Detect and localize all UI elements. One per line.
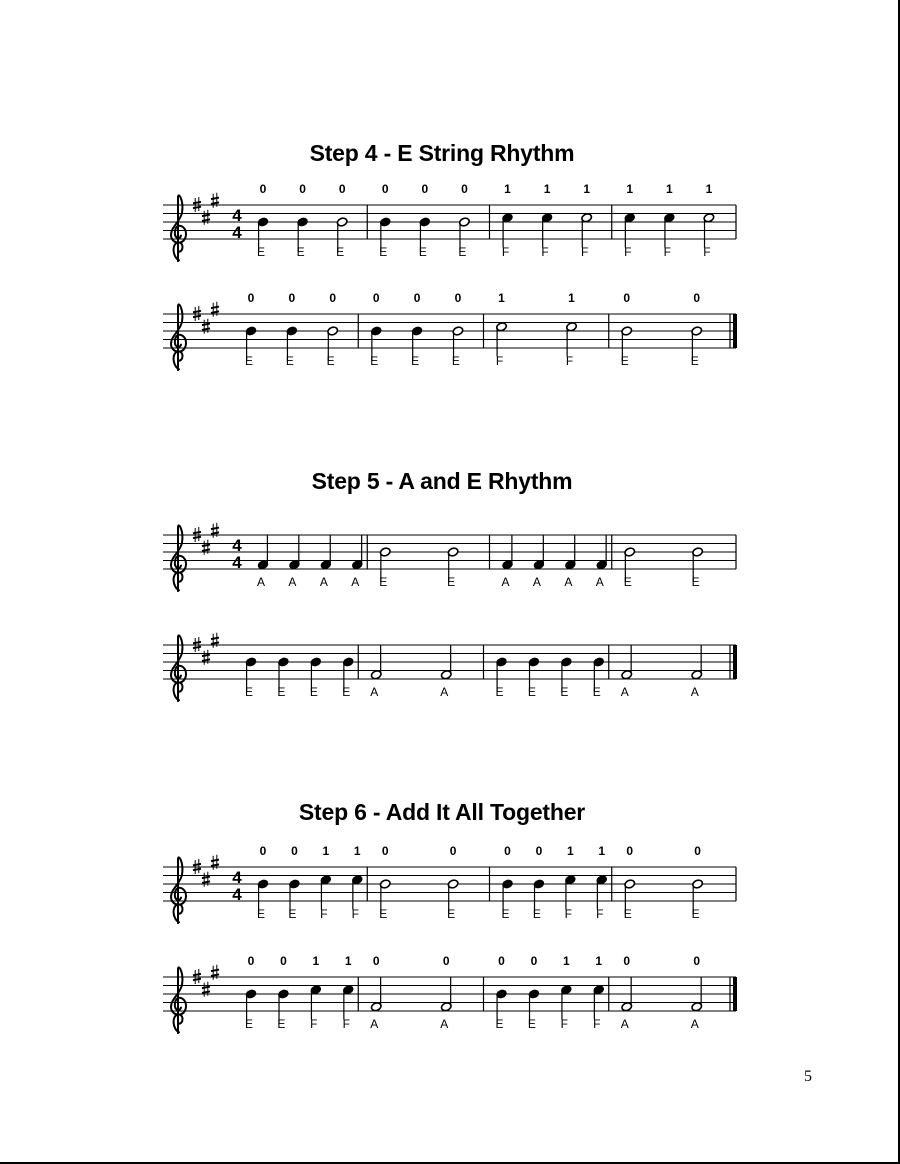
note-name: F xyxy=(564,907,573,921)
note-name: E xyxy=(379,907,388,921)
sharp-bar xyxy=(211,638,219,640)
finger-number: 0 xyxy=(461,182,468,196)
final-barline-thick xyxy=(733,977,737,1011)
note-name: F xyxy=(580,245,589,259)
finger-number: 0 xyxy=(381,182,389,196)
note-name: F xyxy=(541,245,549,259)
sharp-bar xyxy=(193,532,201,534)
finger-number: 0 xyxy=(535,844,543,858)
finger-number: 0 xyxy=(288,291,296,305)
finger-number: 1 xyxy=(543,182,551,196)
finger-number: 0 xyxy=(449,844,457,858)
sharp-bar xyxy=(193,647,201,649)
note-name: E xyxy=(418,245,427,259)
note-name: A xyxy=(370,685,379,699)
finger-number: 0 xyxy=(421,182,429,196)
sharp-bar xyxy=(193,311,201,313)
sharp-bar xyxy=(202,877,210,879)
note-name: E xyxy=(336,245,345,259)
note-name: A xyxy=(595,575,604,589)
finger-number: 0 xyxy=(372,291,380,305)
sharp-bar xyxy=(211,311,219,313)
finger-number: 0 xyxy=(693,291,701,305)
finger-number: 1 xyxy=(504,182,511,196)
finger-number: 0 xyxy=(623,291,631,305)
staff-system xyxy=(163,182,736,261)
note-name: F xyxy=(342,1017,350,1031)
note-name: F xyxy=(703,245,711,259)
note-name: E xyxy=(256,907,266,921)
note-name: E xyxy=(379,245,388,259)
finger-number: 1 xyxy=(583,182,591,196)
note-name: E xyxy=(447,907,456,921)
finger-number: 1 xyxy=(562,954,570,968)
note-name: A xyxy=(501,575,510,589)
step-4-title: Step 4 - E String Rhythm xyxy=(309,140,575,166)
sharp-bar xyxy=(193,864,201,866)
sharp-bar xyxy=(193,869,201,871)
note-name: E xyxy=(620,354,629,368)
note-name: E xyxy=(691,907,700,921)
finger-number: 1 xyxy=(344,954,352,968)
note-name: F xyxy=(310,1017,318,1031)
sharp-bar xyxy=(193,642,201,644)
sharp-bar xyxy=(202,219,210,221)
sharp-bar xyxy=(211,202,219,204)
note-name: F xyxy=(624,245,632,259)
note-name: E xyxy=(527,685,536,699)
note-name: E xyxy=(690,354,699,368)
finger-number: 1 xyxy=(322,844,330,858)
finger-number: 0 xyxy=(247,291,255,305)
finger-number: 0 xyxy=(329,291,337,305)
note-name: E xyxy=(451,354,460,368)
step-6-title: Step 6 - Add It All Together xyxy=(298,799,586,825)
note-name: E xyxy=(527,1017,536,1031)
sharp-bar xyxy=(202,881,210,883)
note-name: E xyxy=(495,685,504,699)
note-name: A xyxy=(288,575,297,589)
note-name: A xyxy=(690,1017,699,1031)
note-name: F xyxy=(501,245,510,259)
sharp-bar xyxy=(193,974,201,976)
time-signature-bottom: 4 xyxy=(232,553,242,572)
finger-number: 1 xyxy=(626,182,634,196)
finger-number: 0 xyxy=(498,954,505,968)
time-signature-top: 4 xyxy=(232,536,242,555)
note-name: E xyxy=(560,685,569,699)
finger-number: 1 xyxy=(595,954,603,968)
note-name: F xyxy=(495,354,504,368)
note-name: E xyxy=(379,575,388,589)
note-name: A xyxy=(564,575,573,589)
note-name: A xyxy=(351,575,360,589)
note-name: E xyxy=(244,1017,254,1031)
note-name: E xyxy=(256,245,266,259)
finger-number: 0 xyxy=(623,954,631,968)
finger-number: 0 xyxy=(299,182,306,196)
staff-system xyxy=(163,954,737,1033)
finger-number: 1 xyxy=(665,182,673,196)
finger-number: 0 xyxy=(372,954,380,968)
note-name: F xyxy=(351,907,359,921)
note-name: E xyxy=(447,575,456,589)
finger-number: 0 xyxy=(259,844,267,858)
finger-number: 0 xyxy=(693,954,701,968)
note-name: E xyxy=(623,907,632,921)
finger-number: 0 xyxy=(530,954,538,968)
note-name: E xyxy=(532,907,541,921)
finger-number: 1 xyxy=(566,844,574,858)
sharp-bar xyxy=(211,528,219,530)
note-name: A xyxy=(690,685,699,699)
finger-number: 0 xyxy=(626,844,634,858)
finger-number: 1 xyxy=(705,182,713,196)
final-barline-thick xyxy=(733,314,737,348)
sharp-bar xyxy=(211,860,219,862)
sharp-bar xyxy=(211,307,219,309)
finger-number: 1 xyxy=(353,844,361,858)
finger-number: 0 xyxy=(291,844,298,858)
sharp-bar xyxy=(211,642,219,644)
finger-number: 1 xyxy=(568,291,575,305)
note-name: E xyxy=(691,575,700,589)
sharp-bar xyxy=(193,202,201,204)
sharp-bar xyxy=(211,532,219,534)
note-name: E xyxy=(288,907,297,921)
finger-number: 1 xyxy=(498,291,505,305)
note-name: E xyxy=(326,354,335,368)
staff-system xyxy=(163,633,737,701)
final-barline-thick xyxy=(733,645,737,679)
note-name: E xyxy=(309,685,318,699)
finger-number: 0 xyxy=(259,182,267,196)
finger-number: 0 xyxy=(338,182,346,196)
sharp-bar xyxy=(202,215,210,217)
note-name: A xyxy=(370,1017,379,1031)
note-name: E xyxy=(623,575,632,589)
note-name: E xyxy=(342,685,351,699)
finger-number: 0 xyxy=(504,844,511,858)
note-name: F xyxy=(560,1017,569,1031)
finger-number: 1 xyxy=(598,844,606,858)
time-signature-top: 4 xyxy=(232,206,242,225)
note-name: F xyxy=(320,907,328,921)
finger-number: 0 xyxy=(413,291,421,305)
staff-system xyxy=(163,523,736,591)
note-name: E xyxy=(244,685,254,699)
note-name: F xyxy=(663,245,672,259)
sharp-bar xyxy=(202,545,210,547)
sharp-bar xyxy=(211,970,219,972)
note-name: A xyxy=(440,685,449,699)
sharp-bar xyxy=(202,324,210,326)
step-5-title: Step 5 - A and E Rhythm xyxy=(311,468,573,494)
finger-number: 0 xyxy=(454,291,462,305)
note-name: F xyxy=(565,354,574,368)
sharp-bar xyxy=(193,207,201,209)
finger-number: 1 xyxy=(312,954,320,968)
time-signature-bottom: 4 xyxy=(232,223,242,242)
sharp-bar xyxy=(202,328,210,330)
sharp-bar xyxy=(202,549,210,551)
note-name: E xyxy=(370,354,379,368)
finger-number: 0 xyxy=(381,844,389,858)
sharp-bar xyxy=(193,979,201,981)
staff-system xyxy=(163,844,736,923)
finger-number: 0 xyxy=(280,954,287,968)
note-name: E xyxy=(277,685,286,699)
sharp-bar xyxy=(202,987,210,989)
sharp-bar xyxy=(211,864,219,866)
sharp-bar xyxy=(211,198,219,200)
note-name: E xyxy=(285,354,294,368)
note-name: F xyxy=(596,907,604,921)
note-name: F xyxy=(593,1017,601,1031)
time-signature-bottom: 4 xyxy=(232,885,242,904)
note-name: A xyxy=(319,575,328,589)
note-name: A xyxy=(256,575,266,589)
note-name: E xyxy=(411,354,420,368)
note-name: A xyxy=(532,575,541,589)
time-signature-top: 4 xyxy=(232,868,242,887)
staff-system xyxy=(163,291,737,370)
note-name: E xyxy=(458,245,467,259)
sharp-bar xyxy=(202,991,210,993)
finger-number: 0 xyxy=(247,954,255,968)
finger-number: 0 xyxy=(442,954,450,968)
note-name: E xyxy=(592,685,601,699)
sharp-bar xyxy=(193,537,201,539)
page-number: 5 xyxy=(804,1068,812,1085)
sharp-bar xyxy=(193,316,201,318)
sharp-bar xyxy=(202,659,210,661)
note-name: E xyxy=(501,907,510,921)
sharp-bar xyxy=(202,655,210,657)
finger-number: 0 xyxy=(694,844,701,858)
note-name: A xyxy=(620,685,629,699)
note-name: E xyxy=(296,245,305,259)
note-name: A xyxy=(620,1017,629,1031)
note-name: E xyxy=(495,1017,504,1031)
note-name: E xyxy=(277,1017,286,1031)
note-name: A xyxy=(440,1017,449,1031)
sharp-bar xyxy=(211,974,219,976)
note-name: E xyxy=(244,354,254,368)
